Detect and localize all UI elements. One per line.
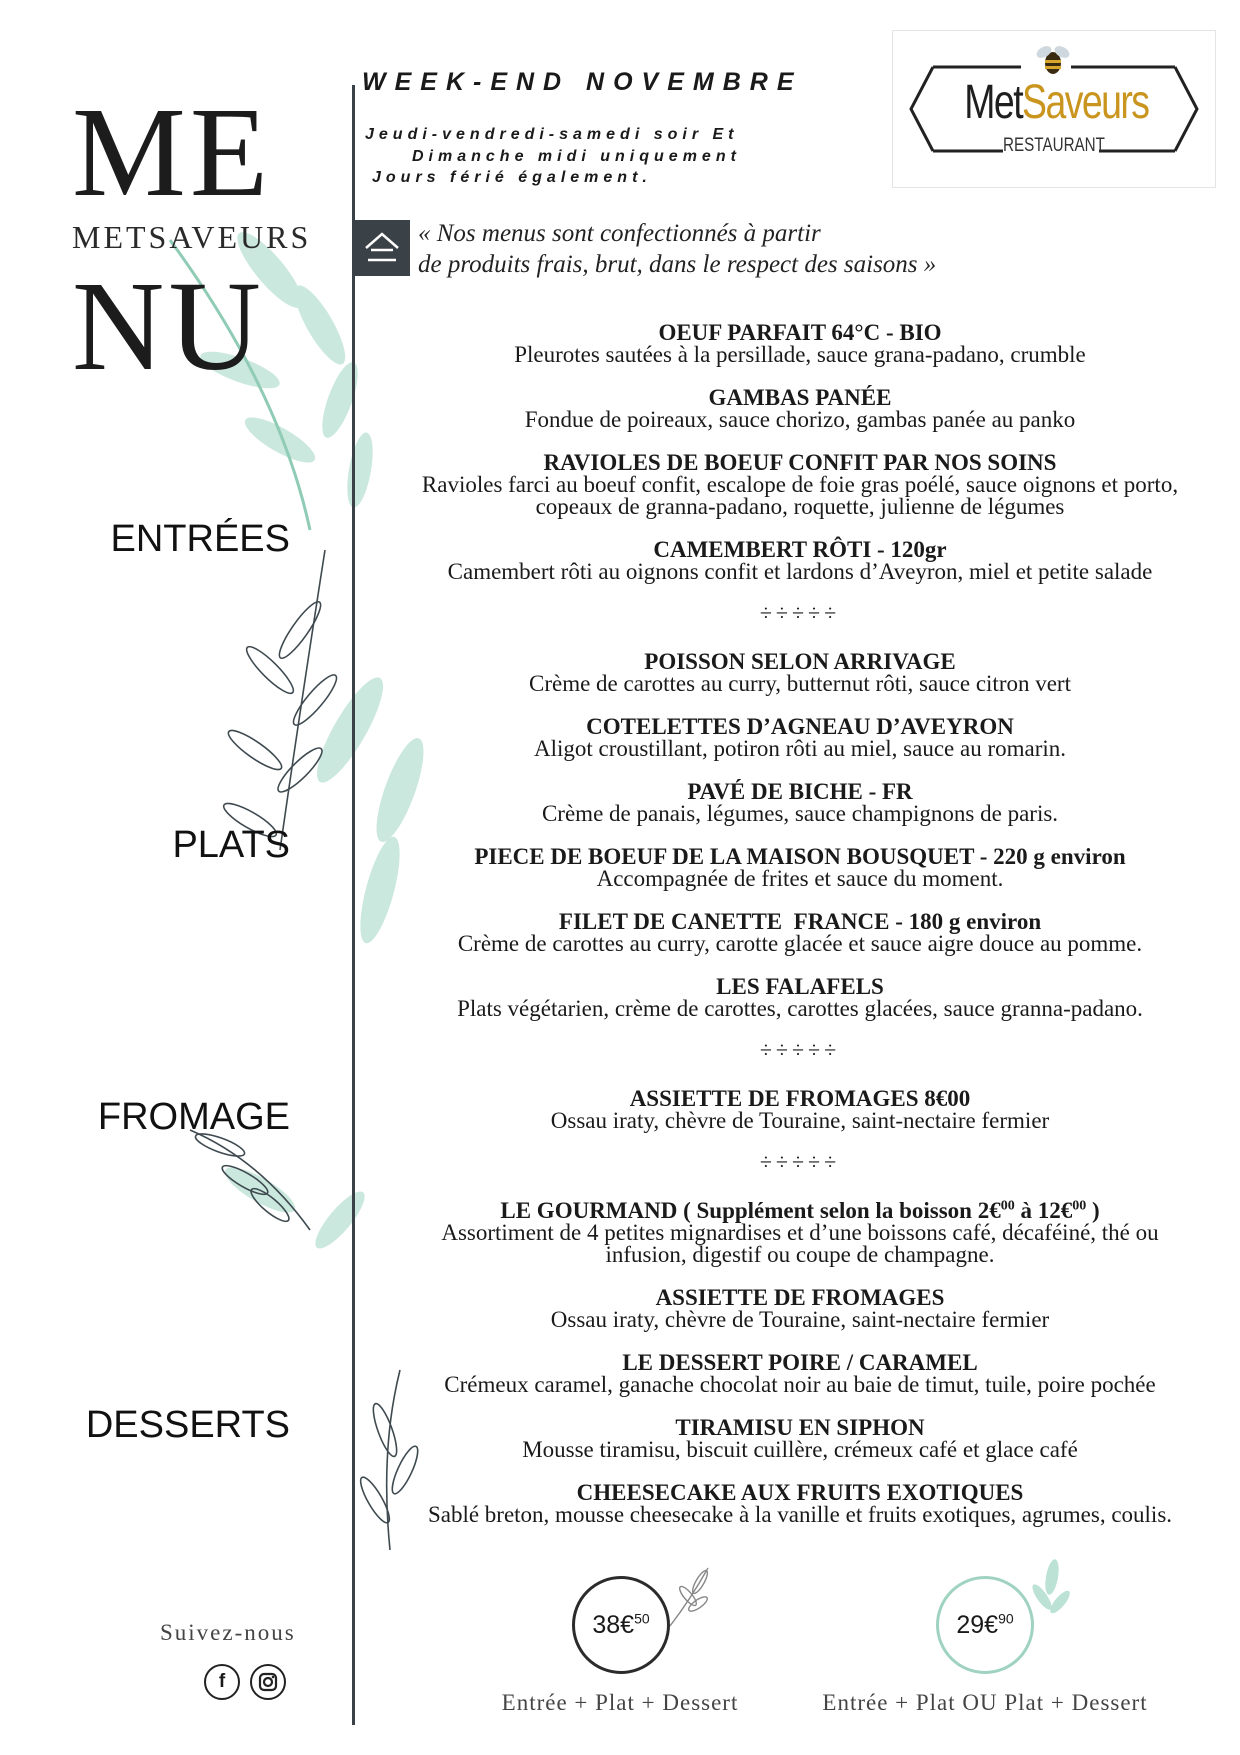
gourmand-sup-1: 00 bbox=[1000, 1198, 1015, 1214]
item-desc: Aligot croustillant, potiron rôti au miel, sauce au romarin. bbox=[533, 736, 1067, 761]
item-desc: Fondue de poireaux, sauce chorizo, gambas panée au panko bbox=[524, 407, 1076, 432]
price-circle-partial bbox=[936, 1576, 1034, 1674]
section-entrees: ENTRÉES bbox=[110, 518, 290, 560]
quote bbox=[418, 218, 936, 280]
item-desc: Crème de carottes au curry, butternut rôti, sauce citron vert bbox=[529, 671, 1071, 696]
item-desc: copeaux de granna-padano, roquette, julienne de légumes bbox=[535, 494, 1065, 519]
item-title: GAMBAS PANÉE bbox=[708, 385, 892, 410]
menu-item bbox=[380, 452, 1220, 518]
item-desc: Camembert rôti au oignons confit et lardons d’Aveyron, miel et petite salade bbox=[447, 559, 1153, 584]
item-desc: Sablé breton, mousse cheesecake à la vanille et fruits exotiques, agrumes, coulis. bbox=[427, 1502, 1173, 1527]
item-desc: Assortiment de 4 petites mignardises et d’une boissons café, décaféiné, thé ou bbox=[441, 1220, 1159, 1245]
item-title: ASSIETTE DE FROMAGES bbox=[655, 1285, 945, 1310]
logo-subtitle: RESTAURANT bbox=[1003, 135, 1105, 156]
title-me: ME bbox=[72, 81, 272, 223]
item-desc: infusion, digestif ou coupe de champagne. bbox=[605, 1242, 995, 1267]
item-title: LE DESSERT POIRE / CARAMEL bbox=[622, 1350, 978, 1375]
quote-line-1: « Nos menus sont confectionnés à partir bbox=[418, 220, 821, 247]
item-title: PAVÉ DE BICHE - FR bbox=[687, 779, 913, 804]
menu-item bbox=[380, 387, 1220, 431]
section-desserts: DESSERTS bbox=[85, 1404, 290, 1446]
price-main: 38€ bbox=[592, 1611, 635, 1639]
menu-item bbox=[380, 911, 1220, 955]
item-desc: Crème de carottes au curry, carotte glacée et sauce aigre douce au pomme. bbox=[457, 931, 1143, 956]
gourmand-sup-2: 00 bbox=[1072, 1198, 1087, 1214]
bee-icon bbox=[1033, 41, 1073, 77]
menu-list bbox=[380, 322, 1220, 1547]
item-desc: Accompagnée de frites et sauce du moment. bbox=[596, 866, 1004, 891]
item-desc: Crémeux caramel, ganache chocolat noir au baie de timut, tuile, poire pochée bbox=[444, 1372, 1156, 1397]
item-desc: Ravioles farci au boeuf confit, escalope de foie gras poélé, sauce oignons et porto, bbox=[421, 472, 1179, 497]
price-label-partial: Entrée + Plat OU Plat + Dessert bbox=[822, 1690, 1148, 1715]
menu-item bbox=[380, 322, 1220, 366]
facebook-icon[interactable]: f bbox=[204, 1664, 240, 1700]
schedule-line-2: Dimanche midi uniquement bbox=[412, 148, 741, 165]
restaurant-logo bbox=[892, 30, 1216, 188]
separator: ÷÷÷÷÷ bbox=[759, 1149, 841, 1174]
item-title: OEUF PARFAIT 64°C - BIO bbox=[658, 320, 942, 345]
menu-item-gourmand bbox=[380, 1200, 1220, 1266]
menu-item bbox=[380, 846, 1220, 890]
item-title: ASSIETTE DE FROMAGES 8€00 bbox=[629, 1086, 971, 1111]
menu-item bbox=[380, 1482, 1220, 1526]
menu-item bbox=[380, 651, 1220, 695]
item-title: RAVIOLES DE BOEUF CONFIT PAR NOS SOINS bbox=[543, 450, 1057, 475]
week-title: WEEK-END NOVEMBRE bbox=[362, 68, 803, 96]
item-title: TIRAMISU EN SIPHON bbox=[675, 1415, 925, 1440]
separator: ÷÷÷÷÷ bbox=[759, 600, 841, 625]
menu-item bbox=[380, 716, 1220, 760]
item-desc: Crème de panais, légumes, sauce champignons de paris. bbox=[541, 801, 1059, 826]
quote-line-2: de produits frais, brut, dans le respect des saisons » bbox=[418, 251, 937, 278]
item-title: LES FALAFELS bbox=[716, 974, 884, 999]
item-title: CAMEMBERT RÔTI - 120gr bbox=[653, 537, 947, 562]
title-brand: METSAVEURS bbox=[72, 219, 312, 255]
separator: ÷÷÷÷÷ bbox=[759, 1037, 841, 1062]
item-title: PIECE DE BOEUF DE LA MAISON BOUSQUET - 220 g environ bbox=[474, 844, 1126, 869]
price-cents: 90 bbox=[998, 1610, 1014, 1627]
price-main: 29€ bbox=[956, 1611, 999, 1639]
menu-item bbox=[380, 1417, 1220, 1461]
menu-item bbox=[380, 539, 1220, 583]
house-icon bbox=[354, 220, 410, 276]
schedule-line-1: Jeudi-vendredi-samedi soir Et bbox=[365, 126, 739, 143]
item-title: COTELETTES D’AGNEAU D’AVEYRON bbox=[586, 714, 1014, 739]
gourmand-title-mid: à 12€ bbox=[1014, 1198, 1073, 1223]
logo-name bbox=[964, 75, 1149, 130]
title-nu: NU bbox=[72, 255, 265, 397]
item-title: FILET DE CANETTE FRANCE - 180 g environ bbox=[558, 909, 1042, 934]
logo-name-part1: Met bbox=[964, 76, 1023, 129]
menu-item bbox=[380, 1352, 1220, 1396]
price-label-full: Entrée + Plat + Dessert bbox=[501, 1690, 739, 1715]
follow-label: Suivez-nous bbox=[160, 1620, 296, 1645]
item-title: POISSON SELON ARRIVAGE bbox=[644, 649, 956, 674]
menu-item bbox=[380, 1088, 1220, 1132]
item-desc: Ossau iraty, chèvre de Touraine, saint-nectaire fermier bbox=[550, 1307, 1050, 1332]
item-desc: Ossau iraty, chèvre de Touraine, saint-nectaire fermier bbox=[550, 1108, 1050, 1133]
item-title: CHEESECAKE AUX FRUITS EXOTIQUES bbox=[576, 1480, 1024, 1505]
section-fromage: FROMAGE bbox=[97, 1096, 290, 1138]
price-cents: 50 bbox=[634, 1610, 650, 1627]
item-desc: Mousse tiramisu, biscuit cuillère, crémeux café et glace café bbox=[522, 1437, 1078, 1462]
menu-item bbox=[380, 976, 1220, 1020]
section-plats: PLATS bbox=[172, 824, 290, 866]
instagram-icon[interactable] bbox=[250, 1664, 286, 1700]
vertical-divider bbox=[352, 85, 355, 1725]
menu-item bbox=[380, 781, 1220, 825]
price-circle-full bbox=[572, 1576, 670, 1674]
item-title bbox=[380, 1200, 1220, 1222]
gourmand-title-pre: LE GOURMAND ( Supplément selon la boisson 2€ bbox=[500, 1198, 1001, 1223]
menu-item bbox=[380, 1287, 1220, 1331]
schedule-line-3: Jours férié également. bbox=[372, 169, 652, 186]
logo-name-part2: Saveurs bbox=[1022, 76, 1149, 129]
item-desc: Pleurotes sautées à la persillade, sauce grana-padano, crumble bbox=[514, 342, 1086, 367]
item-desc: Plats végétarien, crème de carottes, carottes glacées, sauce granna-padano. bbox=[457, 996, 1143, 1021]
gourmand-title-post: ) bbox=[1086, 1198, 1100, 1223]
